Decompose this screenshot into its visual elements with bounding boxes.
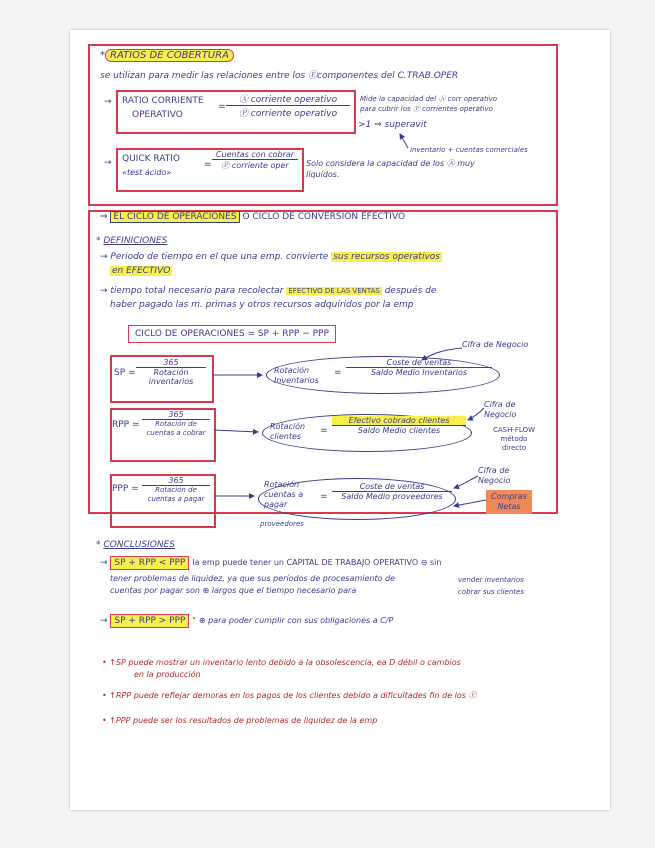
compras-netas-badge: Compras Netas: [486, 490, 532, 514]
note-sp-cont: en la producción: [134, 670, 201, 679]
ppp-rotation-label: Rotación cuentas a pagar: [264, 480, 304, 509]
ratios-intro: se utilizan para medir las relaciones entre los Ⓔcomponentes del C.TRAB.OPER: [100, 71, 459, 81]
cifra-3-arrow: [454, 476, 478, 488]
equals-sign: =: [218, 102, 226, 112]
conclusion-2: → SP + RPP > PPP " ⊕ para poder cumplir con sus obligaciones a C/P: [100, 616, 394, 626]
definicion-1: → Periodo de tiempo en el que una emp. convierte sus recursos operativos: [100, 252, 440, 262]
definiciones-heading: * DEFINICIONES: [96, 236, 168, 246]
ratio-corriente-note-4: inventario + cuentas comerciales: [410, 146, 528, 154]
rpp-arrow: [214, 430, 258, 432]
ratio-corriente-note-3: >1 ⇒ superavit: [358, 120, 427, 130]
quick-ratio-label-2: «test ácido»: [122, 168, 172, 177]
arrow-mark: →: [104, 158, 112, 168]
equals-sign: =: [334, 368, 342, 378]
equals-sign: =: [320, 492, 328, 502]
rpp-label: RPP =: [112, 420, 140, 430]
sp-rotation-label: Rotación Inventarios: [274, 366, 319, 385]
ppp-label: PPP =: [112, 484, 139, 494]
rpp-frac-num: Efectivo cobrado clientes: [332, 416, 466, 426]
sp-label: SP =: [114, 368, 136, 378]
cifra-negocio-1: Cifra de Negocio: [462, 340, 529, 349]
rpp-rotation-label: Rotación clientes: [270, 422, 306, 441]
quick-ratio-note-2: líquidos.: [306, 170, 340, 179]
conclusion-1-line-3: cuentas por pagar son ⊕ largos que el tiempo necesario para: [110, 586, 357, 595]
conclusion-2-formula: SP + RPP > PPP: [110, 614, 189, 628]
conclusion-1: → SP + RPP < PPP la emp puede tener un CAPITAL DE TRABAJO OPERATIVO ⊖ sin: [100, 558, 442, 568]
quick-ratio-note-1: Solo considera la capacidad de los Ⓐ muy: [306, 159, 475, 168]
ppp-den: Rotación de cuentas a pagar: [147, 486, 205, 503]
ratio-corriente-den: Ⓟ corriente operativo: [238, 109, 338, 119]
ppp-frac-den: Saldo Medio proveedores: [341, 492, 443, 501]
definicion-2-cont: haber pagado las m. primas y otros recursos adquiridos por la emp: [110, 300, 414, 310]
conclusiones-heading: * CONCLUSIONES: [96, 540, 175, 550]
note-ppp: • ↑PPP puede ser los resultados de problemas de liquidez de la emp: [102, 716, 378, 725]
conclusion-1-note-1: vender inventarios: [458, 576, 524, 584]
proveedores-note: proveedores: [260, 520, 304, 528]
rpp-frac-den: Saldo Medio clientes: [357, 426, 441, 435]
conclusion-1-formula: SP + RPP < PPP: [110, 556, 189, 570]
cifra-2-arrow: [468, 408, 484, 420]
conclusion-1-line-2: tener problemas de liquidez, ya que sus períodos de procesamiento de: [110, 574, 396, 583]
equals-sign: =: [204, 160, 212, 170]
ratio-corriente-note-1: Mide la capacidad del Ⓐ corr operativo: [360, 95, 498, 103]
conclusion-1-note-2: cobrar sus clientes: [458, 588, 524, 596]
definicion-2: → tiempo total necesario para recolectar EFECTIVO DE LAS VENTAS después de: [100, 286, 437, 296]
sp-frac-num: Coste de ventas: [346, 358, 492, 368]
ppp-frac-num: Coste de ventas: [332, 482, 452, 492]
ratio-corriente-label-2: OPERATIVO: [132, 110, 183, 120]
notebook-page: [70, 30, 610, 810]
note-sp: • ↑SP puede mostrar un inventario lento debido a la obsolescencia, ea D débil o cambios: [102, 658, 461, 667]
quick-ratio-den: Ⓟ corriente oper: [221, 161, 289, 170]
cash-flow-note: CASH-FLOW método directo: [492, 426, 536, 452]
ratio-corriente-label-1: RATIO CORRIENTE: [122, 96, 204, 106]
ppp-num: 365: [142, 476, 210, 486]
ciclo-title: EL CICLO DE OPERACIONES: [110, 211, 239, 223]
rpp-num: 365: [142, 410, 210, 420]
sp-den: Rotación inventarios: [148, 368, 194, 386]
quick-ratio-num: Cuentas con cobrar: [212, 150, 298, 160]
definicion-1-cont: en EFECTIVO: [112, 266, 171, 276]
ciclo-formula: CICLO DE OPERACIONES = SP + RPP − PPP: [128, 325, 336, 343]
cifra-negocio-3: Cifra de Negocio: [478, 466, 511, 485]
cifra-1-arrow: [422, 348, 462, 360]
ratio-corriente-num: Ⓐ corriente operativo: [226, 92, 350, 106]
inventario-note-arrow: [400, 134, 408, 148]
sp-num: 365: [136, 358, 206, 368]
note-rpp: • ↑RPP puede reflejar demoras en los pagos de los clientes debido a dificultades fin de los Ⓔ: [102, 691, 477, 700]
compras-arrow: [454, 500, 486, 506]
equals-sign: =: [320, 426, 328, 436]
connector-arrows: [70, 30, 610, 810]
cifra-negocio-2: Cifra de Negocio: [484, 400, 517, 419]
sp-frac-den: Saldo Medio Inventarios: [370, 368, 468, 377]
ratio-corriente-note-2: para cubrir los Ⓟ corrientes operativo: [360, 105, 493, 113]
arrow-mark: →: [104, 97, 112, 107]
quick-ratio-label-1: QUICK RATIO: [122, 154, 180, 164]
ciclo-subtitle: O CICLO DE CONVERSIÓN EFECTIVO: [242, 212, 406, 222]
ratios-title: * RATIOS DE COBERTURA: [100, 50, 234, 61]
arrow-mark: ⇒: [100, 212, 108, 222]
rpp-den: Rotación de cuentas a cobrar: [146, 420, 206, 437]
